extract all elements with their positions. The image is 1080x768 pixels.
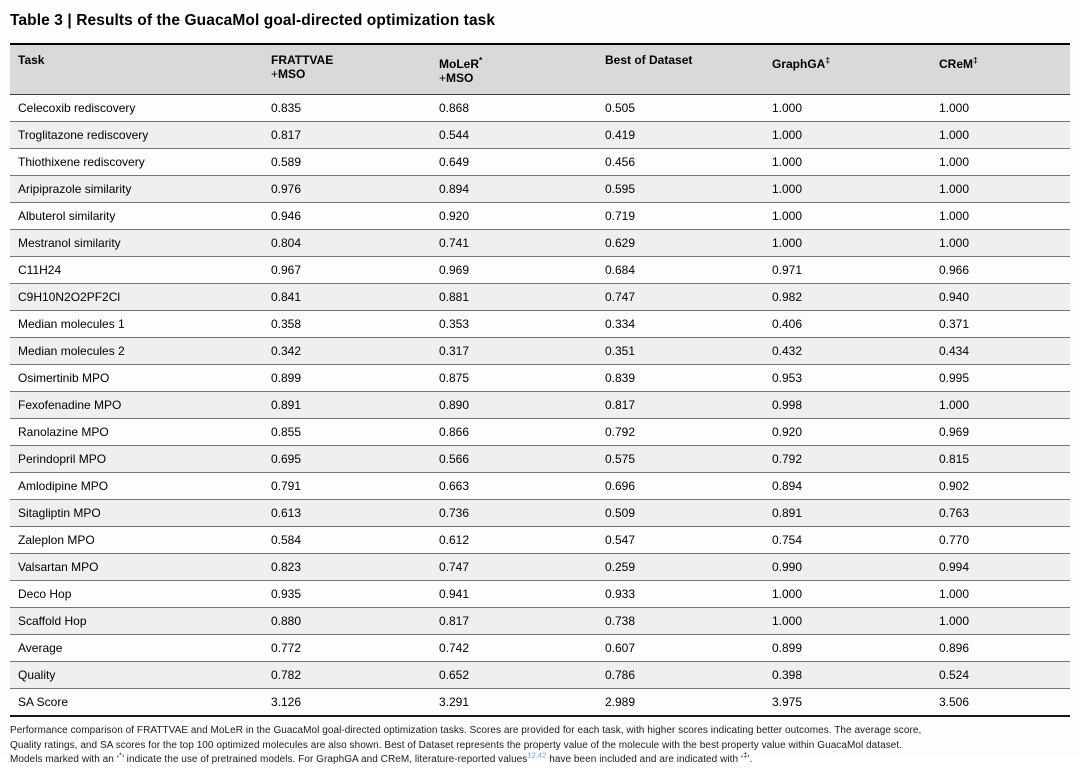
- column-header: [431, 44, 597, 95]
- task-cell: Median molecules 1: [10, 311, 263, 338]
- value-cell: 0.920: [764, 419, 931, 446]
- value-cell: 1.000: [764, 608, 931, 635]
- value-cell: 0.398: [764, 662, 931, 689]
- column-header-label: GraphGA: [772, 57, 826, 71]
- footnote-line: [10, 750, 1070, 768]
- column-header-subtext: +: [271, 67, 279, 81]
- value-cell: 0.792: [597, 419, 764, 446]
- value-cell: 0.791: [263, 473, 431, 500]
- table-row: [10, 338, 1070, 365]
- value-cell: 1.000: [931, 230, 1070, 257]
- value-cell: 0.880: [263, 608, 431, 635]
- value-cell: 0.742: [431, 635, 597, 662]
- table-body: [10, 95, 1070, 717]
- column-header-marker: ‡: [973, 55, 978, 65]
- value-cell: 0.595: [597, 176, 764, 203]
- header-row: [10, 44, 1070, 95]
- citation-link[interactable]: 12,42: [527, 750, 547, 760]
- value-cell: 0.894: [764, 473, 931, 500]
- task-cell: Deco Hop: [10, 581, 263, 608]
- task-cell: Zaleplon MPO: [10, 527, 263, 554]
- value-cell: 2.989: [597, 689, 764, 717]
- value-cell: 0.505: [605, 101, 636, 115]
- value-cell: 1.000: [931, 608, 1070, 635]
- value-cell: 0.629: [597, 230, 764, 257]
- table-row: [10, 527, 1070, 554]
- value-cell: 0.612: [431, 527, 597, 554]
- table-row: [10, 392, 1070, 419]
- task-cell: Amlodipine MPO: [10, 473, 263, 500]
- value-cell: 0.772: [263, 635, 431, 662]
- table-row: [10, 662, 1070, 689]
- footnote-text: ’ indicate the use of pretrained models. For GraphGA and CReM, literature-reported values: [121, 754, 528, 766]
- value-cell: 0.967: [263, 257, 431, 284]
- value-cell: 0.823: [263, 554, 431, 581]
- column-header-label: MoLeR: [439, 57, 479, 71]
- value-cell: 0.792: [764, 446, 931, 473]
- footnote-text: Quality ratings, and SA scores for the top 100 optimized molecules are also shown. Best of Dataset represents the property value of the molecule with the best property value within GuacaMol dataset.: [10, 739, 903, 751]
- column-header: [263, 44, 431, 95]
- value-cell: 1.000: [939, 101, 970, 115]
- value-cell: 0.995: [931, 365, 1070, 392]
- value-cell: 0.589: [263, 149, 431, 176]
- value-cell: 1.000: [764, 122, 931, 149]
- value-cell: 0.607: [597, 635, 764, 662]
- value-cell: 1.000: [931, 203, 1070, 230]
- value-cell: 0.804: [263, 230, 431, 257]
- value-cell: 0.754: [764, 527, 931, 554]
- table-row: [10, 230, 1070, 257]
- footnote-text: ’.: [747, 754, 753, 766]
- column-header-subline: [439, 71, 589, 85]
- table-row: [10, 95, 1070, 122]
- table-footnote: [10, 724, 1070, 768]
- table-row: [10, 122, 1070, 149]
- value-cell: 0.817: [597, 392, 764, 419]
- value-cell: 0.456: [597, 149, 764, 176]
- table-row: [10, 473, 1070, 500]
- value-cell: 0.353: [431, 311, 597, 338]
- value-cell: 0.652: [431, 662, 597, 689]
- value-cell: 0.719: [597, 203, 764, 230]
- task-cell: Fexofenadine MPO: [10, 392, 263, 419]
- value-cell: 0.817: [263, 122, 431, 149]
- value-cell: 1.000: [931, 392, 1070, 419]
- value-cell: 0.786: [597, 662, 764, 689]
- value-cell: 0.969: [931, 419, 1070, 446]
- value-cell: 0.259: [597, 554, 764, 581]
- task-cell: Aripiprazole similarity: [10, 176, 263, 203]
- value-cell: 0.855: [263, 419, 431, 446]
- column-header-marker: *: [479, 55, 483, 65]
- value-cell: 0.817: [431, 608, 597, 635]
- value-cell: 0.509: [597, 500, 764, 527]
- task-cell: Mestranol similarity: [10, 230, 263, 257]
- table-row: [10, 257, 1070, 284]
- footnote-text: Models marked with an ‘: [10, 754, 119, 766]
- table-row: [10, 689, 1070, 717]
- task-cell: Albuterol similarity: [10, 203, 263, 230]
- value-cell: 0.544: [431, 122, 597, 149]
- column-header-subtext: MSO: [278, 67, 306, 81]
- value-cell: 0.990: [764, 554, 931, 581]
- value-cell: 0.933: [597, 581, 764, 608]
- value-cell: 0.358: [263, 311, 431, 338]
- footnote-superscript: ‡: [743, 750, 748, 760]
- value-cell: 0.815: [931, 446, 1070, 473]
- value-cell: 0.835: [271, 101, 302, 115]
- value-cell: 0.432: [764, 338, 931, 365]
- value-cell: 0.334: [597, 311, 764, 338]
- value-cell: 0.941: [431, 581, 597, 608]
- value-cell: 0.896: [931, 635, 1070, 662]
- table-row: [10, 365, 1070, 392]
- table-row: [10, 500, 1070, 527]
- value-cell: 0.736: [431, 500, 597, 527]
- value-cell: 0.371: [931, 311, 1070, 338]
- task-cell: Osimertinib MPO: [10, 365, 263, 392]
- value-cell: 0.696: [597, 473, 764, 500]
- value-cell: 0.747: [597, 284, 764, 311]
- table-row: [10, 176, 1070, 203]
- value-cell: 0.902: [931, 473, 1070, 500]
- value-cell: 0.976: [263, 176, 431, 203]
- column-header-subline: [271, 67, 423, 81]
- value-cell: 0.524: [931, 662, 1070, 689]
- task-cell: C11H24: [10, 257, 263, 284]
- task-cell: Sitagliptin MPO: [10, 500, 263, 527]
- column-header-label: Task: [18, 53, 45, 67]
- value-cell: 1.000: [931, 149, 1070, 176]
- value-cell: 3.126: [263, 689, 431, 717]
- task-cell: Ranolazine MPO: [10, 419, 263, 446]
- value-cell: 0.663: [431, 473, 597, 500]
- table-row: [10, 149, 1070, 176]
- value-cell: 0.969: [431, 257, 597, 284]
- value-cell: 1.000: [764, 203, 931, 230]
- value-cell: 0.881: [431, 284, 597, 311]
- value-cell: 0.994: [931, 554, 1070, 581]
- task-cell: Average: [10, 635, 263, 662]
- value-cell: 0.770: [931, 527, 1070, 554]
- column-header-subtext: MSO: [446, 71, 474, 85]
- value-cell: 0.547: [597, 527, 764, 554]
- value-cell: 0.953: [764, 365, 931, 392]
- value-cell: 0.747: [431, 554, 597, 581]
- task-cell: Scaffold Hop: [10, 608, 263, 635]
- column-header: [10, 44, 263, 95]
- task-cell: SA Score: [10, 689, 263, 717]
- value-cell: 0.982: [764, 284, 931, 311]
- value-cell: 0.971: [764, 257, 931, 284]
- value-cell: 0.419: [597, 122, 764, 149]
- value-cell: 0.695: [263, 446, 431, 473]
- column-header-label: FRATTVAE: [271, 53, 334, 67]
- value-cell: 0.406: [764, 311, 931, 338]
- value-cell: 0.899: [764, 635, 931, 662]
- footnote-text: have been included and are indicated with ‘: [546, 754, 744, 766]
- value-cell: 0.866: [431, 419, 597, 446]
- table-header: [10, 44, 1070, 95]
- task-cell: Valsartan MPO: [10, 554, 263, 581]
- value-cell: 1.000: [764, 230, 931, 257]
- value-cell: 0.841: [263, 284, 431, 311]
- task-cell: Troglitazone rediscovery: [10, 122, 263, 149]
- value-cell: 0.890: [431, 392, 597, 419]
- column-header-label: CReM: [939, 57, 974, 71]
- value-cell: 0.899: [263, 365, 431, 392]
- value-cell: 1.000: [772, 101, 803, 115]
- value-cell: 3.975: [764, 689, 931, 717]
- value-cell: 1.000: [931, 176, 1070, 203]
- footnote-line: [10, 724, 1070, 739]
- value-cell: 0.891: [263, 392, 431, 419]
- value-cell: 3.506: [931, 689, 1070, 717]
- table-row: [10, 608, 1070, 635]
- task-cell: C9H10N2O2PF2Cl: [10, 284, 263, 311]
- value-cell: 0.940: [931, 284, 1070, 311]
- value-cell: 0.894: [431, 176, 597, 203]
- table-row: [10, 284, 1070, 311]
- value-cell: 1.000: [931, 581, 1070, 608]
- column-header-label: Best of Dataset: [605, 53, 693, 67]
- value-cell: 0.613: [263, 500, 431, 527]
- column-header-marker: ‡: [825, 55, 831, 65]
- column-header-subtext: +: [439, 71, 447, 85]
- task-cell: Perindopril MPO: [10, 446, 263, 473]
- value-cell: 0.920: [431, 203, 597, 230]
- value-cell: 1.000: [931, 122, 1070, 149]
- footnote-text: Performance comparison of FRATTVAE and MoLeR in the GuacaMol goal-directed optimization tasks. Scores are provided for each task, with higher scores indicating better outcomes. The average score,: [10, 725, 922, 736]
- value-cell: 0.351: [597, 338, 764, 365]
- value-cell: 0.782: [263, 662, 431, 689]
- value-cell: 0.935: [263, 581, 431, 608]
- value-cell: 0.684: [597, 257, 764, 284]
- value-cell: 0.575: [597, 446, 764, 473]
- value-cell: 0.649: [431, 149, 597, 176]
- task-cell: Celecoxib rediscovery: [18, 101, 136, 115]
- value-cell: 0.875: [431, 365, 597, 392]
- table-row: [10, 635, 1070, 662]
- value-cell: 0.566: [431, 446, 597, 473]
- value-cell: 0.584: [263, 527, 431, 554]
- value-cell: 0.763: [931, 500, 1070, 527]
- value-cell: 1.000: [764, 149, 931, 176]
- value-cell: 0.342: [263, 338, 431, 365]
- value-cell: 1.000: [764, 176, 931, 203]
- value-cell: 3.291: [431, 689, 597, 717]
- table-row: [10, 203, 1070, 230]
- value-cell: 0.839: [597, 365, 764, 392]
- value-cell: 0.946: [263, 203, 431, 230]
- value-cell: 0.434: [931, 338, 1070, 365]
- table-row: [10, 581, 1070, 608]
- column-header: [931, 44, 1070, 95]
- value-cell: 0.966: [931, 257, 1070, 284]
- column-header: [597, 44, 764, 95]
- table-title: Table 3 | Results of the GuacaMol goal-directed optimization task: [10, 12, 496, 29]
- value-cell: 0.891: [764, 500, 931, 527]
- table-row: [10, 311, 1070, 338]
- value-cell: 0.317: [431, 338, 597, 365]
- footnote-superscript: *: [118, 750, 122, 760]
- value-cell: 0.741: [431, 230, 597, 257]
- value-cell: 0.738: [597, 608, 764, 635]
- table-row: [10, 419, 1070, 446]
- task-cell: Median molecules 2: [10, 338, 263, 365]
- value-cell: 0.998: [764, 392, 931, 419]
- task-cell: Thiothixene rediscovery: [10, 149, 263, 176]
- column-header: [764, 44, 931, 95]
- table-row: [10, 554, 1070, 581]
- table-row: [10, 446, 1070, 473]
- value-cell: 1.000: [764, 581, 931, 608]
- task-cell: Quality: [10, 662, 263, 689]
- value-cell: 0.868: [439, 101, 470, 115]
- results-table: [10, 43, 1070, 717]
